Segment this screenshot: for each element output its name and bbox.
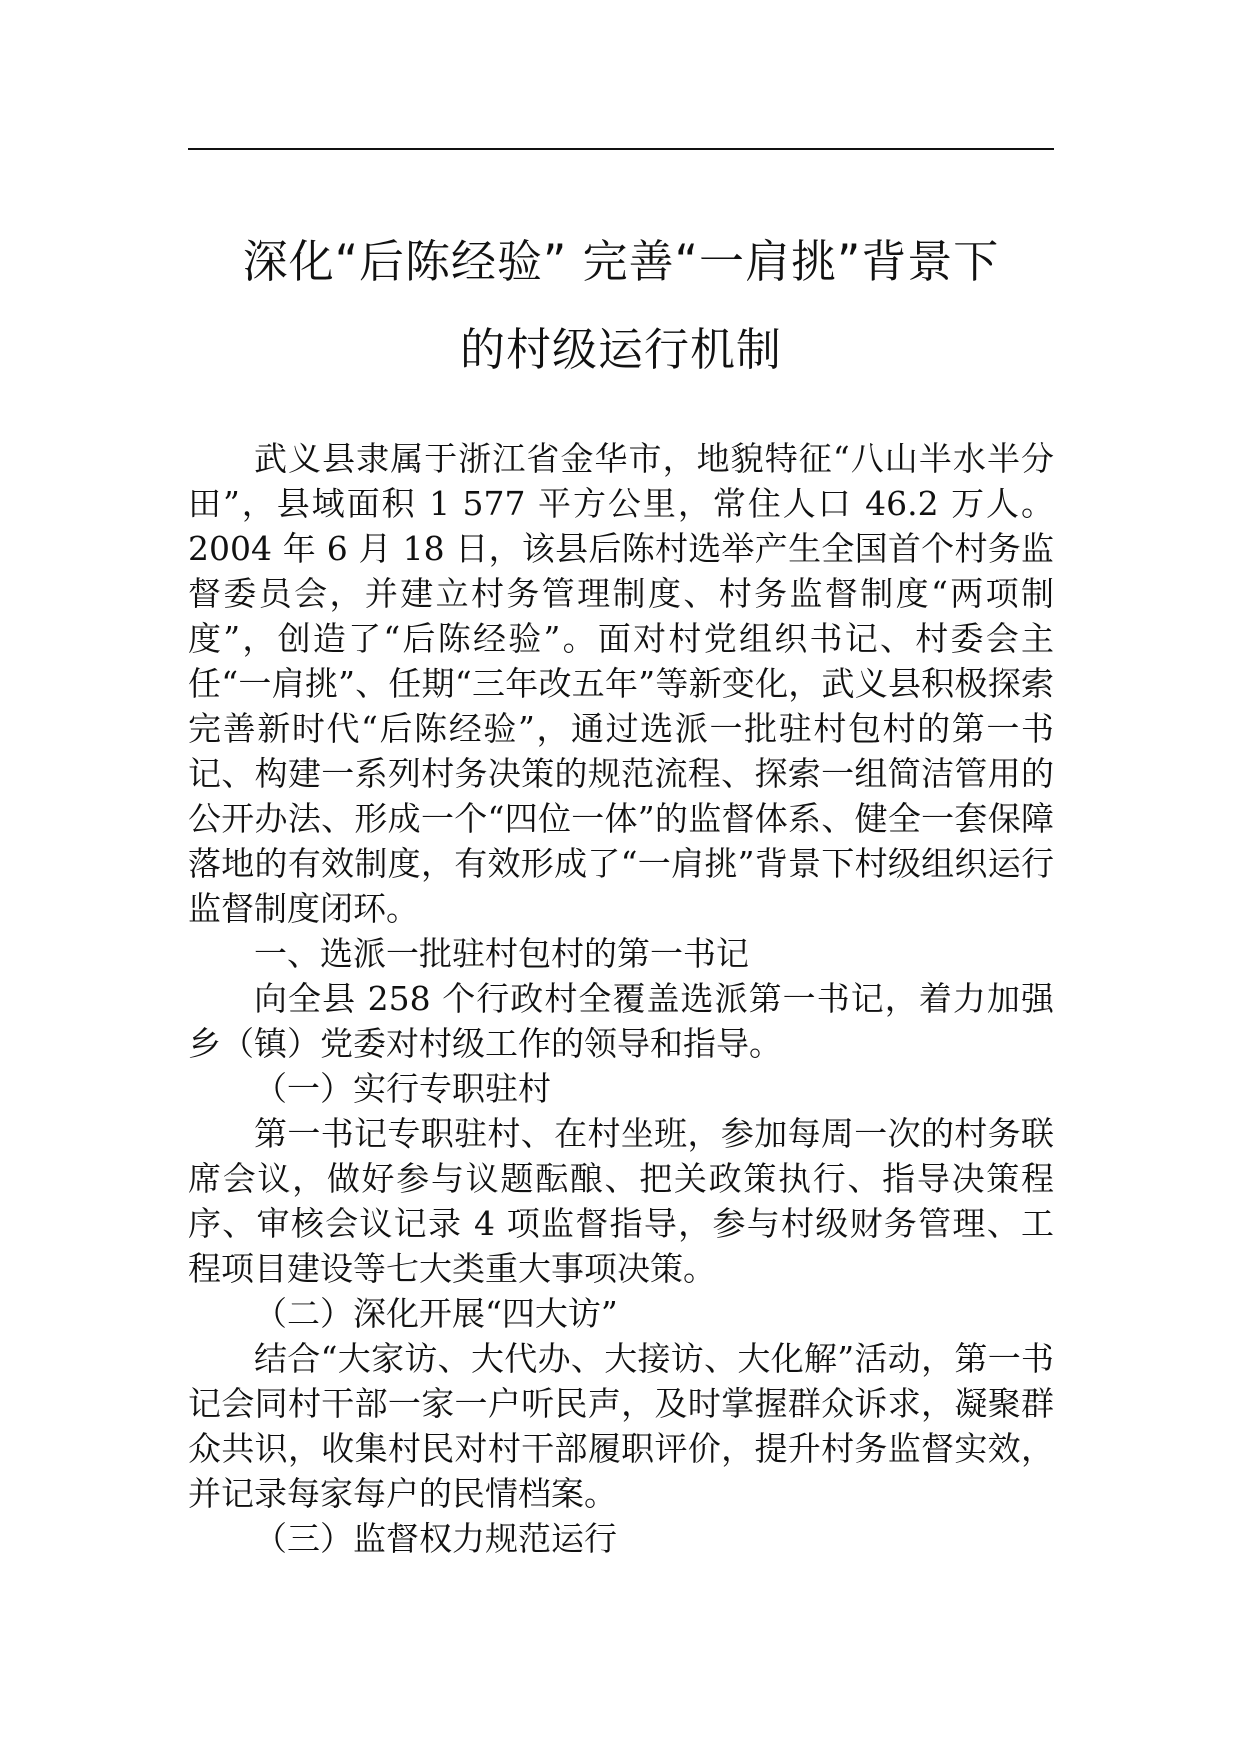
title-line-2: 的村级运行机制: [459, 323, 782, 376]
document-title: [188, 218, 1054, 394]
subsection-heading-1: （一）实行专职驻村: [254, 1069, 551, 1108]
intro-paragraph: 武义县隶属于浙江省金华市，地貌特征“八山半水半分田”，县域面积 1 577 平方公里，常住人口 46.2 万人。2004 年 6 月 18 日，该县后陈村选举产生全国首个村务监督委员会，并建立村务管理制度、村务监督制度“两项制度”，创造了“后陈经验”。面对村党组织书记、村委会主任“一肩挑”、任期“三年改五年”等新变化，武义县积极探索完善新时代“后陈经验”，通过选派一批驻村包村的第一书记、构建一系列村务决策的规范流程、探索一组简洁管用的公开办法、形成一个“四位一体”的监督体系、健全一套保障落地的有效制度，有效形成了“一肩挑”背景下村级组织运行监督制度闭环。: [188, 439, 1054, 928]
header-rule: [188, 148, 1054, 150]
section-1-paragraph: 向全县 258 个行政村全覆盖选派第一书记，着力加强乡（镇）党委对村级工作的领导和指导。: [188, 979, 1054, 1063]
subsection-heading-3: （三）监督权力规范运行: [254, 1519, 617, 1558]
subsection-2-paragraph: 结合“大家访、大代办、大接访、大化解”活动，第一书记会同村干部一家一户听民声，及时掌握群众诉求，凝聚群众共识，收集村民对村干部履职评价，提升村务监督实效，并记录每家每户的民情档案。: [188, 1339, 1054, 1513]
document-body: [188, 436, 1054, 1561]
subsection-1-paragraph: 第一书记专职驻村、在村坐班，参加每周一次的村务联席会议，做好参与议题酝酿、把关政策执行、指导决策程序、审核会议记录 4 项监督指导，参与村级财务管理、工程项目建设等七大类重大事项决策。: [188, 1114, 1054, 1288]
section-heading-1: 一、选派一批驻村包村的第一书记: [254, 934, 749, 973]
title-line-1: 深化“后陈经验” 完善“一肩挑”背景下: [242, 235, 1000, 288]
subsection-heading-2: （二）深化开展“四大访”: [254, 1294, 618, 1333]
